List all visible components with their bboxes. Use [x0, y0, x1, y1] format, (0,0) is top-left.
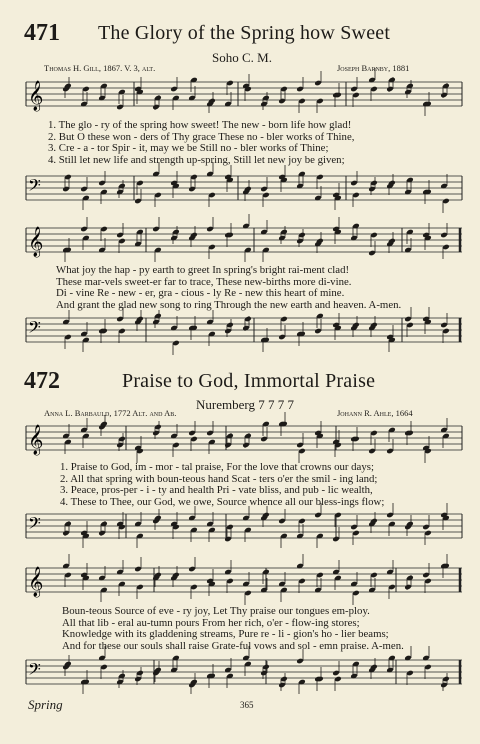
verse-line: 1. Praise to God, im - mor - tal praise, For the love that crowns our days; — [60, 461, 374, 473]
hymn-number: 471 — [24, 20, 60, 46]
verse-lines-system-4 — [62, 606, 404, 652]
verse-line: 4. These to Thee, our God, we owe, Source whence all our bless-ings flow; — [60, 495, 385, 508]
composer-credit: Johann R. Ahle, 1664 — [337, 408, 413, 418]
composer-credit: Joseph Barnby, 1881 — [337, 63, 410, 73]
verse-line: All that lib - eral au-tumn pours From her rich, o'er - flow-ing stores; — [62, 616, 360, 629]
section-label: Spring — [28, 697, 63, 712]
verse-line: 1. The glo - ry of the spring how sweet! The new - born life how glad! — [48, 119, 352, 131]
music-staff-treble — [26, 76, 462, 116]
music-staff-treble — [26, 420, 462, 460]
hymn-title: Praise to God, Immortal Praise — [122, 370, 376, 392]
treble-clef-icon: 𝄞 — [28, 227, 44, 256]
verse-line: And for these our souls shall raise Grate-ful vows and sol - emn praise. A-men. — [62, 639, 404, 652]
verse-lines-system-1 — [48, 120, 354, 166]
treble-clef-icon: 𝄞 — [28, 81, 44, 110]
bass-clef-icon: 𝄢 — [28, 177, 41, 199]
verse-line: And grant the glad new song to ring Through the new earth and heaven. A-men. — [56, 298, 402, 311]
verse-lines-system-3 — [60, 462, 384, 508]
treble-clef-icon: 𝄞 — [28, 567, 44, 596]
bass-clef-icon: 𝄢 — [28, 661, 41, 683]
music-staff-treble — [26, 562, 462, 602]
tune-name: Soho C. M. — [212, 50, 272, 65]
music-staff-bass — [26, 508, 462, 548]
verse-lines-system-2 — [56, 265, 401, 311]
music-staff-bass — [26, 654, 462, 694]
bass-clef-icon: 𝄢 — [28, 319, 41, 341]
verse-line: 2. But O these won - ders of Thy grace These no - bler works of Thine, — [48, 130, 355, 143]
verse-line: 3. Cre - a - tor Spir - it, may we be Still no - bler works of Thine; — [48, 142, 329, 154]
verse-line: Knowledge with its gladdening streams, Pure re - li - gion's ho - lier beams; — [62, 628, 389, 640]
bass-clef-icon: 𝄢 — [28, 515, 41, 537]
verse-line: 4. Still let new life and strength up-spring, Still let new joy be given; — [48, 153, 345, 166]
music-staff-bass — [26, 312, 462, 352]
verse-line: 2. All that spring with boun-teous hand Scat - ters o'er the smil - ing land; — [60, 472, 378, 485]
verse-line: Di - vine Re - new - er, gra - cious - ly Re - new this heart of mine. — [56, 287, 345, 299]
verse-line: What joy the hap - py earth to greet In spring's bright rai-ment clad! — [56, 264, 350, 276]
tune-name: Nuremberg 7 7 7 7 — [196, 397, 294, 412]
verse-line: These mar-vels sweet-er far to trace, These new-births more di-vine. — [56, 275, 352, 288]
treble-clef-icon: 𝄞 — [28, 425, 44, 454]
music-staff-treble — [26, 222, 462, 262]
music-staff-bass — [26, 170, 462, 210]
hymn-title: The Glory of the Spring how Sweet — [98, 22, 391, 44]
verse-line: Boun-teous Source of eve - ry joy, Let Thy praise our tongues em-ploy. — [62, 605, 370, 617]
author-credit: Thomas H. Gill, 1867. V. 3, alt. — [44, 63, 156, 73]
hymn-number: 472 — [24, 368, 60, 394]
page-number: 365 — [240, 700, 254, 710]
author-credit: Anna L. Barbauld, 1772 Alt. and Ab. — [44, 408, 177, 418]
verse-line: 3. Peace, pros-per - i - ty and health Pri - vate bliss, and pub - lic wealth, — [60, 484, 373, 496]
